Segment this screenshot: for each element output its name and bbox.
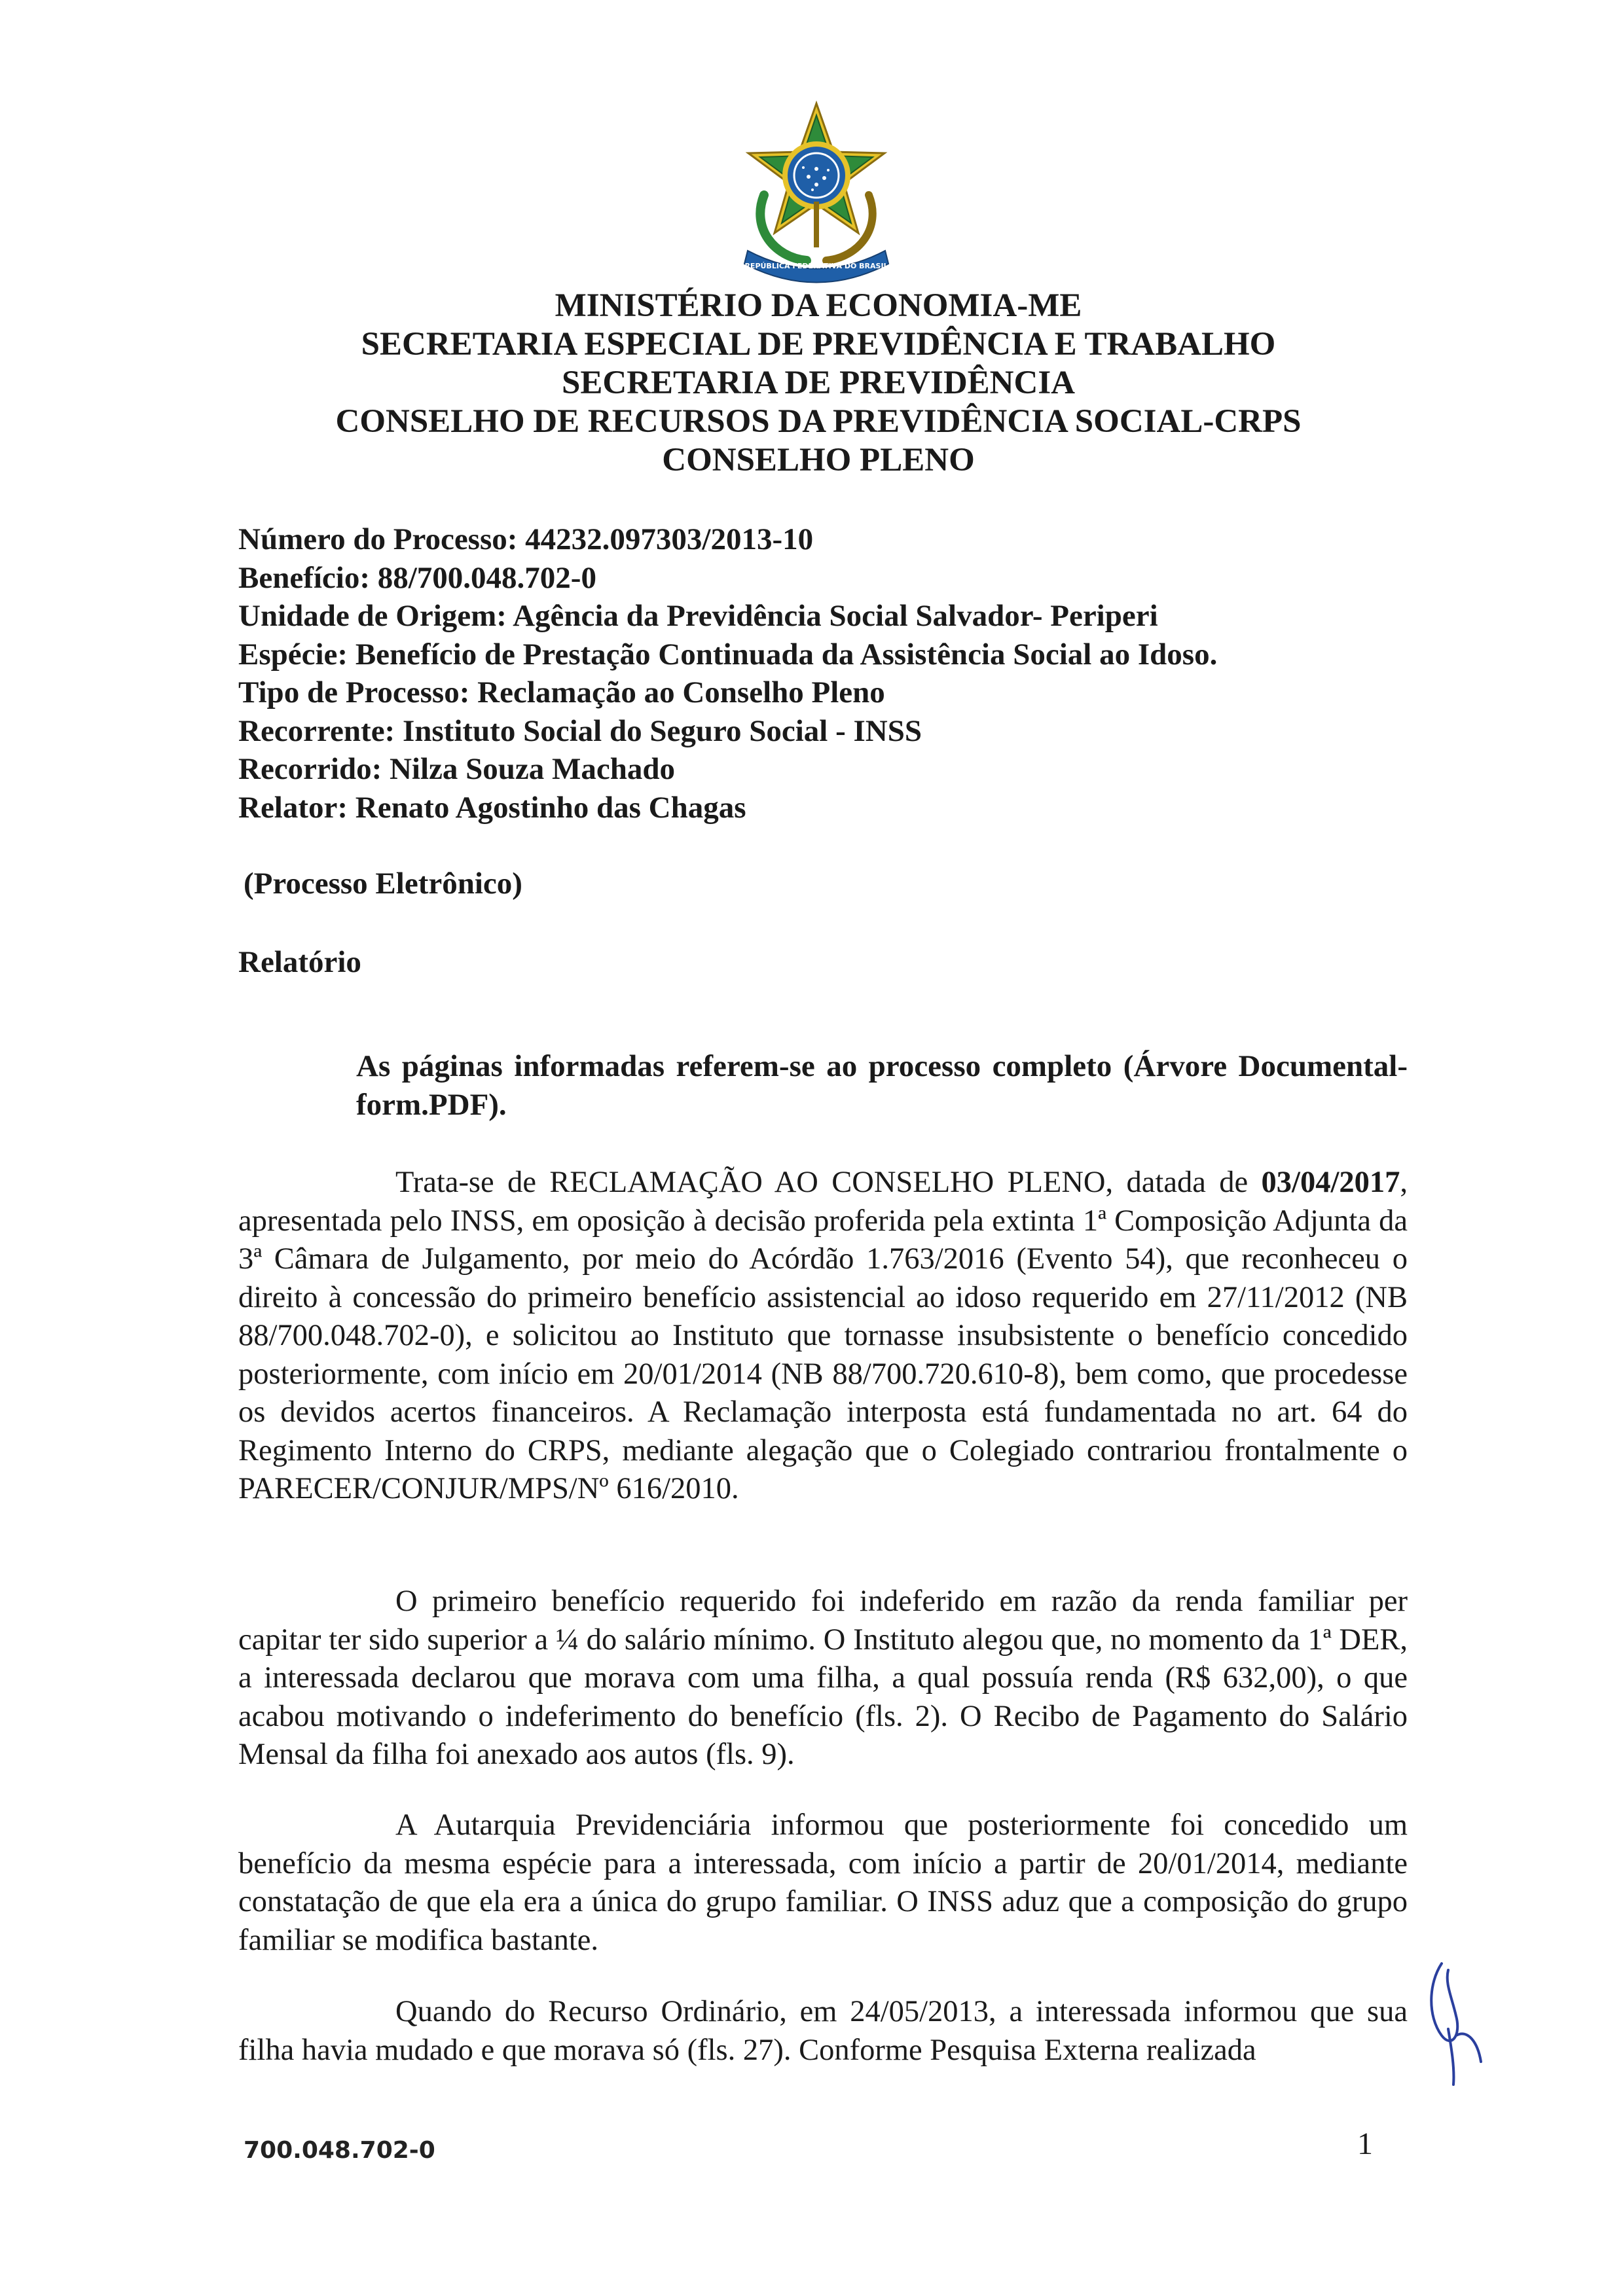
paragraph-1-date: 03/04/2017 — [1261, 1166, 1400, 1199]
page-number: 1 — [1357, 2126, 1373, 2161]
rapporteur: Relator: Renato Agostinho das Chagas — [238, 790, 746, 825]
paragraph-1-rest: , apresentada pelo INSS, em oposição à decisão proferida pela extinta 1ª Composição Adjunta da 3ª Câmara de Julgamento, por meio do Acórdão 1.763/2016 (Evento 54), que reconheceu o direito à concessão do primeiro benefício assistencial ao idoso requerido em 27/11/2012 (NB 88/700.048.702-0), e solicitou ao Instituto que tornasse insubsistente o benefício concedido posteriormente, com início em 20/01/2014 (NB 88/700.720.610-8), bem como, que procedesse os devidos acertos financeiros. A Reclamação interposta está fundamentada no art. 64 do Regimento Interno do CRPS, mediante alegação que o Colegiado contrariou frontalmente o PARECER/CONJUR/MPS/Nº 616/2010. — [238, 1166, 1408, 1505]
respondent: Recorrido: Nilza Souza Machado — [238, 752, 676, 786]
process-type: Tipo de Processo: Reclamação ao Conselho Pleno — [238, 675, 885, 709]
header-conselho-recursos: CONSELHO DE RECURSOS DA PREVIDÊNCIA SOCIAL-CRPS — [335, 403, 1302, 440]
header-secretaria: SECRETARIA DE PREVIDÊNCIA — [561, 365, 1076, 401]
report-heading: Relatório — [238, 945, 361, 979]
paragraph-2 — [238, 1583, 1408, 1774]
paragraph-3-text: A Autarquia Previdenciária informou que posteriormente foi concedido um benefício da mesma espécie para a interessada, com início a partir de 20/01/2014, mediante constatação de que ela era a única do grupo familiar. O INSS aduz que a composição do grupo familiar se modifica bastante. — [238, 1808, 1408, 1957]
coat-of-arms-icon — [728, 97, 905, 293]
header-secretaria-especial: SECRETARIA ESPECIAL DE PREVIDÊNCIA E TRABALHO — [361, 326, 1276, 363]
electronic-process-label: (Processo Eletrônico) — [244, 867, 522, 901]
paragraph-1-start: Trata-se de RECLAMAÇÃO AO CONSELHO PLENO, datada de — [395, 1166, 1249, 1199]
paragraph-4 — [238, 1993, 1408, 2070]
document-header — [196, 287, 1440, 480]
benefit-number: Benefício: 88/700.048.702-0 — [238, 560, 596, 595]
process-metadata — [238, 520, 1417, 827]
paragraph-1 — [238, 1164, 1408, 1509]
header-ministry: MINISTÉRIO DA ECONOMIA-ME — [555, 287, 1082, 324]
paragraph-3 — [238, 1806, 1408, 1960]
handwritten-initials-icon — [1415, 1957, 1494, 2088]
origin-unit: Unidade de Origem: Agência da Previdência Social Salvador- Periperi — [238, 599, 1158, 633]
benefit-species: Espécie: Benefício de Prestação Continuada da Assistência Social ao Idoso. — [238, 637, 1218, 672]
footer-benefit-code: 700.048.702-0 — [244, 2137, 435, 2164]
seal-ribbon-text: REPÚBLICA FEDERATIVA DO BRASIL — [744, 262, 888, 270]
paragraph-2-text: O primeiro benefício requerido foi indeferido em razão da renda familiar per capitar ter sido superior a ¼ do salário mínimo. O Instituto alegou que, no momento da 1ª DER, a interessada declarou que morava com uma filha, a qual possuía renda (R$ 632,00), o que acabou motivando o indeferimento do benefício (fls. 2). O Recibo de Pagamento do Salário Mensal da filha foi anexado aos autos (fls. 9). — [238, 1585, 1408, 1771]
paragraph-4-text: Quando do Recurso Ordinário, em 24/05/2013, a interessada informou que sua filha havia mudado e que morava só (fls. 27). Conforme Pesquisa Externa realizada — [238, 1995, 1408, 2067]
process-number: Número do Processo: 44232.097303/2013-10 — [238, 522, 814, 556]
header-conselho-pleno: CONSELHO PLENO — [662, 442, 975, 478]
appellant: Recorrente: Instituto Social do Seguro Social - INSS — [238, 713, 922, 748]
pages-note: As páginas informadas referem-se ao processo completo (Árvore Documental-form.PDF). — [356, 1049, 1408, 1122]
